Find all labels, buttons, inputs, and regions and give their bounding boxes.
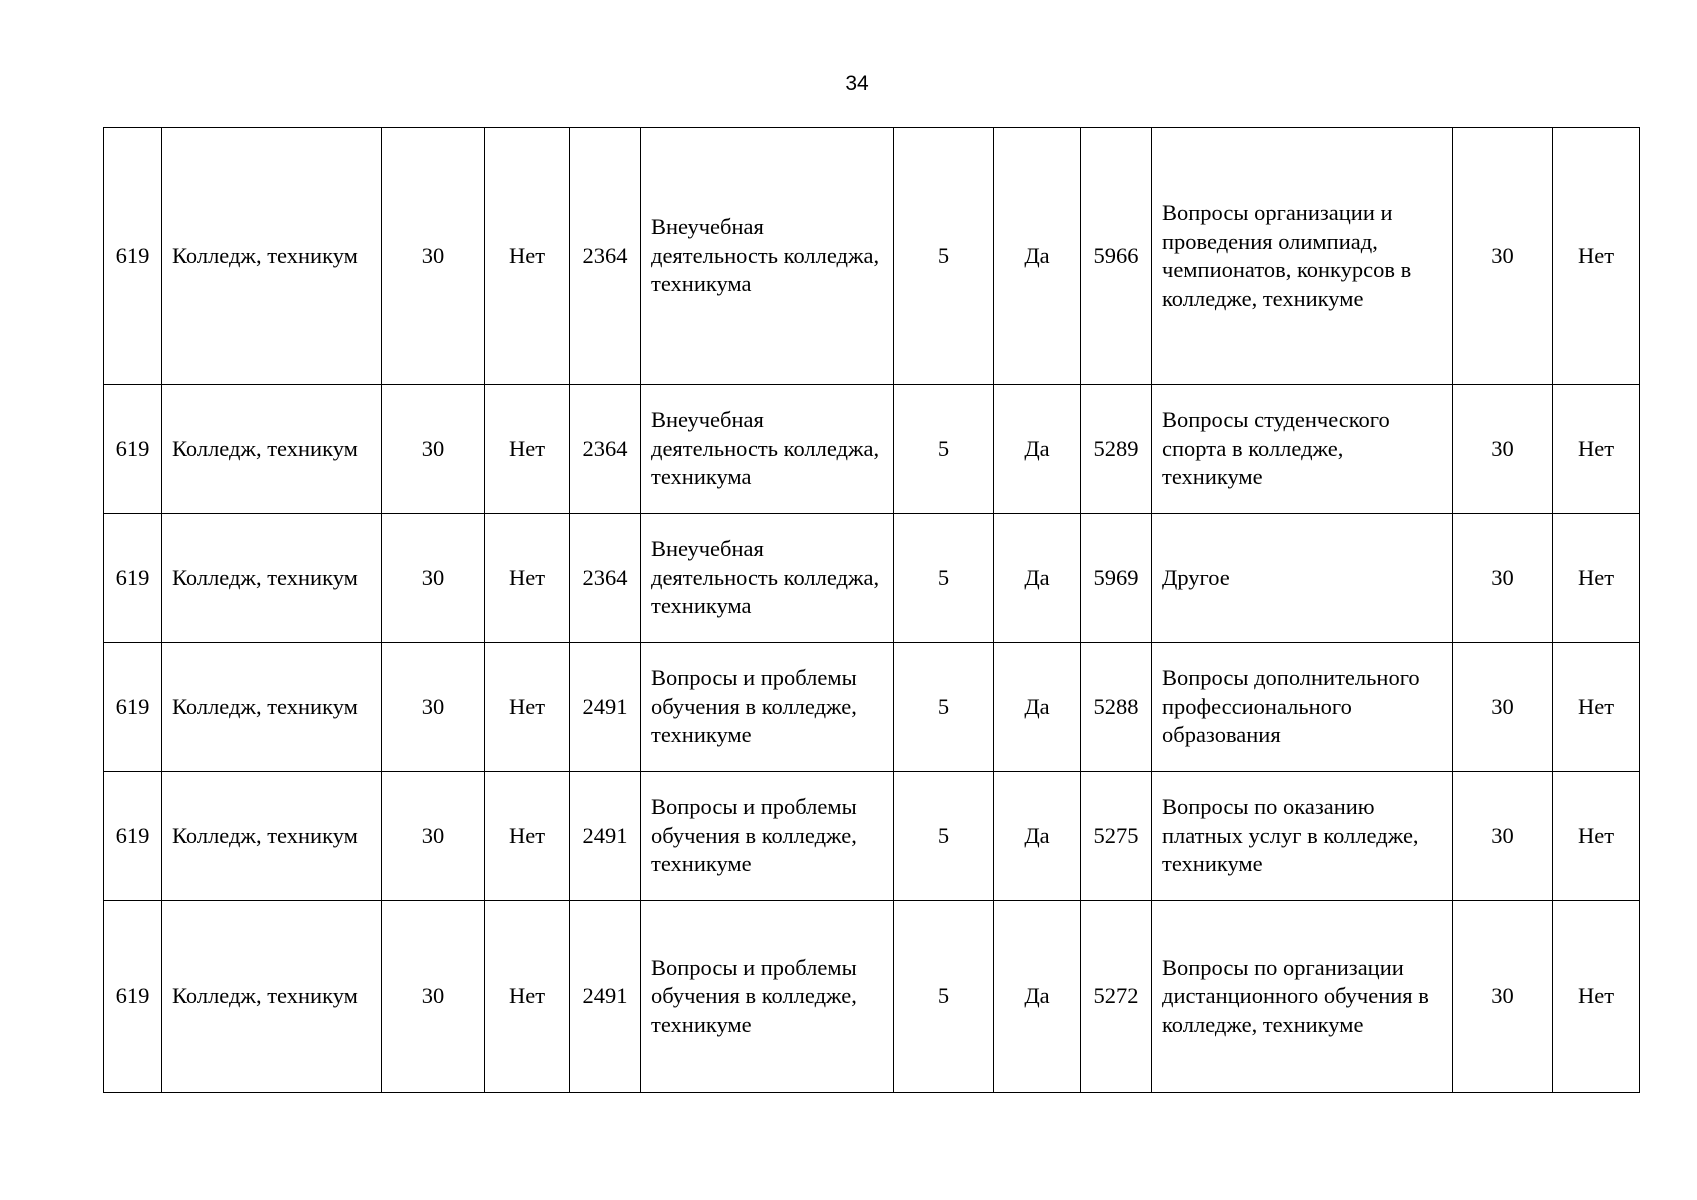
cell-section-code: 2364	[570, 385, 641, 514]
cell-code: 619	[104, 128, 162, 385]
cell-topic: Вопросы по организации дистанционного обучения в колледже, техникуме	[1152, 901, 1453, 1093]
cell-institution: Колледж, техникум	[162, 128, 382, 385]
cell-flag: Нет	[485, 128, 570, 385]
cell-institution: Колледж, техникум	[162, 901, 382, 1093]
cell-flag: Да	[994, 643, 1081, 772]
cell-value: 30	[382, 643, 485, 772]
cell-code: 619	[104, 772, 162, 901]
cell-institution: Колледж, техникум	[162, 643, 382, 772]
cell-flag: Нет	[485, 385, 570, 514]
cell-section-code: 2364	[570, 514, 641, 643]
cell-section: Вопросы и проблемы обучения в колледже, техникуме	[641, 901, 894, 1093]
cell-value: 5	[894, 385, 994, 514]
cell-value: 30	[382, 128, 485, 385]
table-row	[104, 901, 1640, 1093]
page-number: 34	[845, 72, 869, 95]
cell-flag: Нет	[485, 901, 570, 1093]
cell-flag: Да	[994, 128, 1081, 385]
cell-topic: Вопросы по оказанию платных услуг в колледже, техникуме	[1152, 772, 1453, 901]
cell-section-code: 2491	[570, 643, 641, 772]
cell-topic: Вопросы организации и проведения олимпиад, чемпионатов, конкурсов в колледже, техникуме	[1152, 128, 1453, 385]
cell-flag: Нет	[485, 643, 570, 772]
cell-topic: Вопросы студенческого спорта в колледже, техникуме	[1152, 385, 1453, 514]
cell-flag: Да	[994, 385, 1081, 514]
cell-section: Внеучебная деятельность колледжа, техникума	[641, 128, 894, 385]
table-row	[104, 772, 1640, 901]
cell-flag: Да	[994, 772, 1081, 901]
cell-value: 5	[894, 643, 994, 772]
cell-flag: Нет	[485, 514, 570, 643]
cell-value: 5	[894, 514, 994, 643]
cell-section: Внеучебная деятельность колледжа, техникума	[641, 514, 894, 643]
cell-topic-code: 5272	[1081, 901, 1152, 1093]
cell-flag: Да	[994, 514, 1081, 643]
cell-flag: Да	[994, 901, 1081, 1093]
cell-value: 30	[1453, 643, 1553, 772]
cell-flag: Нет	[1553, 901, 1640, 1093]
classification-table	[103, 127, 1640, 1093]
cell-value: 5	[894, 772, 994, 901]
cell-section-code: 2364	[570, 128, 641, 385]
cell-value: 5	[894, 128, 994, 385]
cell-value: 30	[1453, 772, 1553, 901]
table-row	[104, 514, 1640, 643]
cell-topic-code: 5966	[1081, 128, 1152, 385]
cell-flag: Нет	[1553, 385, 1640, 514]
cell-section-code: 2491	[570, 772, 641, 901]
cell-institution: Колледж, техникум	[162, 772, 382, 901]
cell-code: 619	[104, 385, 162, 514]
cell-flag: Нет	[485, 772, 570, 901]
table-row	[104, 643, 1640, 772]
cell-section: Внеучебная деятельность колледжа, техникума	[641, 385, 894, 514]
cell-value: 30	[1453, 514, 1553, 643]
cell-flag: Нет	[1553, 772, 1640, 901]
cell-value: 30	[1453, 901, 1553, 1093]
cell-value: 30	[1453, 128, 1553, 385]
cell-topic: Другое	[1152, 514, 1453, 643]
cell-value: 30	[382, 772, 485, 901]
cell-topic: Вопросы дополнительного профессионального образования	[1152, 643, 1453, 772]
cell-institution: Колледж, техникум	[162, 514, 382, 643]
cell-flag: Нет	[1553, 128, 1640, 385]
cell-topic-code: 5969	[1081, 514, 1152, 643]
cell-code: 619	[104, 643, 162, 772]
cell-flag: Нет	[1553, 514, 1640, 643]
cell-section-code: 2491	[570, 901, 641, 1093]
cell-topic-code: 5288	[1081, 643, 1152, 772]
cell-institution: Колледж, техникум	[162, 385, 382, 514]
table-row	[104, 128, 1640, 385]
cell-flag: Нет	[1553, 643, 1640, 772]
cell-code: 619	[104, 514, 162, 643]
cell-code: 619	[104, 901, 162, 1093]
cell-section: Вопросы и проблемы обучения в колледже, техникуме	[641, 772, 894, 901]
cell-value: 30	[1453, 385, 1553, 514]
cell-section: Вопросы и проблемы обучения в колледже, техникуме	[641, 643, 894, 772]
cell-topic-code: 5289	[1081, 385, 1152, 514]
cell-value: 30	[382, 385, 485, 514]
cell-topic-code: 5275	[1081, 772, 1152, 901]
cell-value: 5	[894, 901, 994, 1093]
table-row	[104, 385, 1640, 514]
cell-value: 30	[382, 514, 485, 643]
cell-value: 30	[382, 901, 485, 1093]
